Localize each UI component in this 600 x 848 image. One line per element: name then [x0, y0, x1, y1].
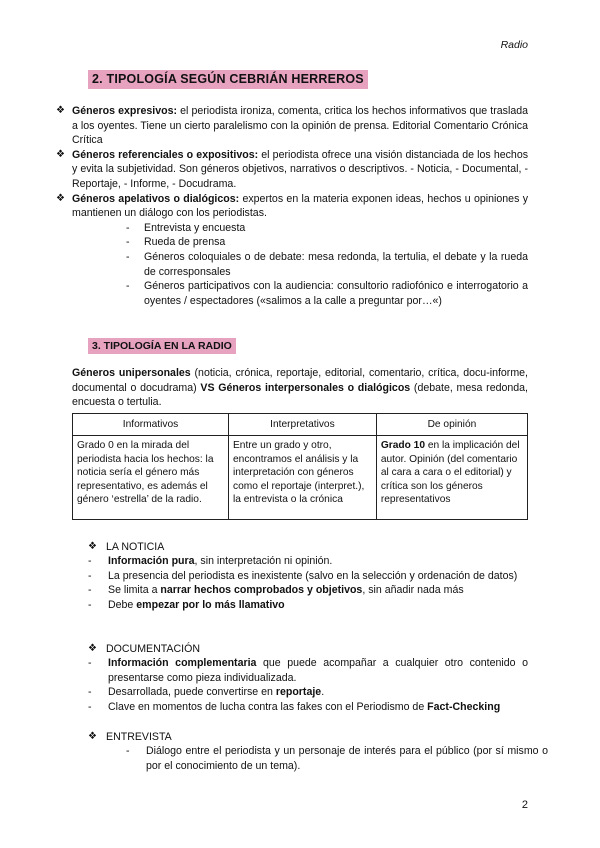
bullet-generos-referenciales [56, 148, 528, 192]
table-cell: Entre un grado y otro, encontramos el análisis y la interpretación con géneros como el reportaje (interpret.), la entrevista o la crónica [229, 436, 377, 520]
bullet-text: el periodista ofrece una visión distanciada de los hechos y evita la subjetividad. Son géneros objetivos, narrativos o descriptivos. - Noticia, - Documental, - Reportaje, - Informe, - Docudrama. [72, 148, 529, 190]
diamond-bullet-icon: ❖ [88, 643, 97, 654]
page-number: 2 [521, 799, 528, 811]
bullet-generos-apelativos [56, 192, 528, 221]
list-item: - Clave en momentos de lucha contra las fakes con el Periodismo de Fact-Checking [88, 700, 528, 715]
section-heading-tipologia-radio: 3. TIPOLOGÍA EN LA RADIO [88, 338, 236, 354]
cell-bold: Grado 10 [380, 440, 426, 451]
bullet-term: Géneros apelativos o dialógicos: [72, 192, 240, 205]
list-item: - Entrevista y encuesta [126, 221, 528, 236]
section-title: ❖ DOCUMENTACIÓN [88, 643, 200, 655]
entrevista-list [106, 744, 548, 773]
section-title: ❖ LA NOTICIA [88, 541, 165, 553]
section-title: ❖ ENTREVISTA [88, 731, 172, 743]
section-heading-tipologia-cebrian: 2. TIPOLOGÍA SEGÚN CEBRIÁN HERREROS [88, 70, 368, 89]
table-row [73, 436, 528, 520]
list-item: - Se limita a narrar hechos comprobados y objetivos, sin añadir nada más [88, 583, 528, 598]
diamond-bullet-icon: ❖ [88, 731, 97, 742]
diamond-bullet-icon: ❖ [56, 192, 65, 204]
section-documentacion [88, 642, 528, 657]
running-header: Radio [500, 39, 528, 51]
bullet-text: expertos en la materia exponen ideas, hechos u opiniones y mantienen un diálogo con los periodistas. [72, 192, 528, 220]
noticia-list [88, 554, 528, 612]
list-item: - La presencia del periodista es inexistente (salvo en la selección y ordenación de datos) [88, 569, 528, 584]
diamond-bullet-icon: ❖ [88, 541, 97, 552]
list-item: - Desarrollada, puede convertirse en reportaje. [88, 685, 528, 700]
diamond-bullet-icon: ❖ [56, 105, 65, 116]
list-item: - Rueda de prensa [126, 235, 528, 250]
list-item: - Información pura, sin interpretación ni opinión. [88, 554, 528, 569]
generos-paragraph [72, 366, 528, 410]
table-header-informativos: Informativos [73, 414, 229, 436]
paragraph-text: (debate, mesa redonda, encuesta o tertulia. [72, 381, 528, 409]
list-item: - Géneros participativos con la audiencia: consultorio radiofónico e interrogatorio a oyentes / espectadores («salimos a la calle a preguntar por…«) [126, 279, 528, 308]
list-item: - Géneros coloquiales o de debate: mesa redonda, la tertulia, el debate y la rueda de corresponsales [126, 250, 528, 279]
diamond-bullet-icon: ❖ [56, 148, 65, 160]
bullet-term: Géneros referenciales o expositivos: [72, 148, 259, 161]
generos-table [72, 413, 528, 520]
paragraph-bold: Géneros unipersonales [72, 367, 191, 379]
table-cell [376, 436, 527, 520]
paragraph-bold: VS Géneros interpersonales o dialógicos [200, 381, 411, 394]
table-cell: Grado 0 en la mirada del periodista hacia los hechos: la noticia sería el género más representativo, es además el género ‘estrella’ de la radio. [73, 436, 229, 520]
table-header-interpretativos: Interpretativos [229, 414, 377, 436]
list-item: - Debe empezar por lo más llamativo [88, 598, 528, 613]
table-header-opinion: De opinión [376, 414, 527, 436]
cell-text: en la implicación del autor. Opinión (del comentario al cara a cara o el editorial) y crítica son los géneros representativos [380, 440, 520, 506]
list-item: - Diálogo entre el periodista y un personaje de interés para el público (por sí mismo o por el conocimiento de un tema). [126, 744, 548, 773]
bullet-generos-expresivos [56, 104, 528, 148]
list-item: - Información complementaria que puede acompañar a cualquier otro contenido o presentarse como pieza individualizada. [88, 656, 528, 685]
table-header-row [73, 414, 528, 436]
apelativos-sublist [56, 221, 528, 309]
paragraph-text: (noticia, crónica, reportaje, editorial, comentario, crítica, docu-informe, documental o docudrama) [72, 367, 528, 394]
section-la-noticia [88, 540, 528, 555]
section-entrevista [88, 730, 528, 745]
bullet-term: Géneros expresivos: [72, 105, 177, 117]
bullet-text: el periodista ironiza, comenta, critica los hechos informativos que traslada a los oyentes. Tiene un cierto paralelismo con la opinión de prensa. Editorial Comentario Crónica Crítica [72, 105, 528, 147]
generos-bullet-list [56, 104, 528, 308]
documentacion-list [88, 656, 528, 714]
